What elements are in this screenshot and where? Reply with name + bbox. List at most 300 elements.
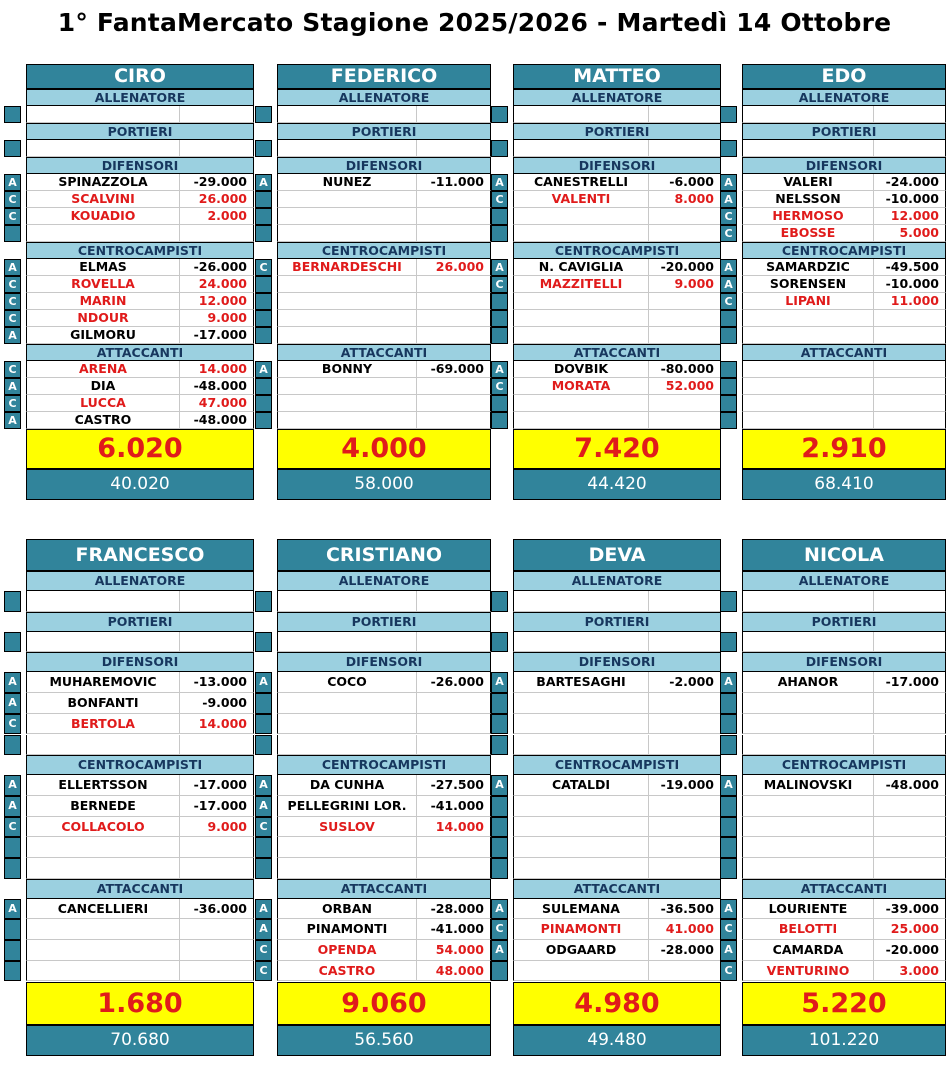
section-header-attaccanti: ATTACCANTI (277, 344, 491, 361)
player-value: -6.000 (649, 174, 721, 191)
player-name: BARTESAGHI (513, 672, 649, 693)
player-value (649, 714, 721, 735)
team-name: MATTEO (513, 64, 721, 89)
player-value: -48.000 (874, 775, 946, 796)
role-tag: C (491, 919, 508, 940)
role-tag (491, 632, 508, 653)
role-tag (720, 632, 737, 653)
player-name (742, 361, 874, 378)
player-value: -10.000 (874, 191, 946, 208)
role-tag (720, 395, 737, 412)
section-header-difensori: DIFENSORI (26, 652, 254, 672)
section-header-difensori: DIFENSORI (26, 157, 254, 174)
section-header-allenatore: ALLENATORE (513, 89, 721, 106)
player-value: -36.500 (649, 899, 721, 920)
player-name: KOUADIO (26, 208, 180, 225)
player-value (649, 796, 721, 817)
role-tag (491, 714, 508, 735)
team-total: 58.000 (277, 469, 491, 500)
player-value: 14.000 (180, 714, 254, 735)
player-name (742, 817, 874, 838)
role-tag (255, 191, 272, 208)
player-name (26, 837, 180, 858)
team-total: 56.560 (277, 1025, 491, 1056)
player-value (649, 735, 721, 756)
section-header-difensori: DIFENSORI (742, 157, 946, 174)
role-tag: C (255, 817, 272, 838)
role-tag (255, 714, 272, 735)
player-name (513, 293, 649, 310)
player-name: MUHAREMOVIC (26, 672, 180, 693)
role-tag (491, 327, 508, 344)
role-tag (720, 837, 737, 858)
player-value (417, 276, 491, 293)
player-name (513, 327, 649, 344)
player-name (513, 591, 649, 612)
player-name (513, 395, 649, 412)
player-name: HERMOSO (742, 208, 874, 225)
section-header-portieri: PORTIERI (742, 123, 946, 140)
player-name (277, 735, 417, 756)
player-name (742, 327, 874, 344)
role-tag (255, 225, 272, 242)
role-tag: A (491, 672, 508, 693)
role-tag: A (491, 775, 508, 796)
player-value (417, 310, 491, 327)
role-tag: C (491, 276, 508, 293)
player-name (26, 591, 180, 612)
player-value (417, 191, 491, 208)
team-name: FRANCESCO (26, 539, 254, 571)
player-value: -29.000 (180, 174, 254, 191)
section-header-portieri: PORTIERI (277, 123, 491, 140)
player-value: -26.000 (180, 259, 254, 276)
player-name (277, 106, 417, 123)
player-value: -17.000 (180, 327, 254, 344)
team-score: 2.910 (742, 429, 946, 469)
role-tag (255, 378, 272, 395)
section-header-allenatore: ALLENATORE (26, 89, 254, 106)
role-tag: C (4, 208, 21, 225)
role-tag: A (720, 276, 737, 293)
role-tag (491, 412, 508, 429)
player-name (513, 735, 649, 756)
player-name (26, 858, 180, 879)
player-value (649, 310, 721, 327)
player-value: -39.000 (874, 899, 946, 920)
team-score: 4.980 (513, 982, 721, 1025)
player-name (26, 140, 180, 157)
player-value (417, 208, 491, 225)
role-tag: C (4, 276, 21, 293)
player-value: -80.000 (649, 361, 721, 378)
role-tag: A (4, 796, 21, 817)
player-name: ODGAARD (513, 940, 649, 961)
player-name: BELOTTI (742, 919, 874, 940)
player-value: 25.000 (874, 919, 946, 940)
section-header-centrocampisti: CENTROCAMPISTI (277, 242, 491, 259)
team-name: NICOLA (742, 539, 946, 571)
player-value: -49.500 (874, 259, 946, 276)
player-value (180, 919, 254, 940)
role-tag: A (255, 899, 272, 920)
role-tag: A (4, 775, 21, 796)
player-value (874, 796, 946, 817)
section-header-portieri: PORTIERI (513, 612, 721, 632)
role-tag: A (255, 361, 272, 378)
player-name (277, 693, 417, 714)
team-total: 40.020 (26, 469, 254, 500)
player-name: LOURIENTE (742, 899, 874, 920)
role-tag: C (720, 293, 737, 310)
player-value: -26.000 (417, 672, 491, 693)
player-name: AHANOR (742, 672, 874, 693)
role-tag (491, 837, 508, 858)
player-value (649, 817, 721, 838)
role-tag (4, 919, 21, 940)
player-value (417, 106, 491, 123)
player-name (513, 693, 649, 714)
player-name: NDOUR (26, 310, 180, 327)
role-tag (255, 293, 272, 310)
role-tag: C (4, 817, 21, 838)
player-value (649, 591, 721, 612)
role-tag (255, 276, 272, 293)
player-name: VENTURINO (742, 961, 874, 982)
player-name: EBOSSE (742, 225, 874, 242)
role-tag (720, 327, 737, 344)
player-name (513, 714, 649, 735)
player-name (742, 378, 874, 395)
player-value (417, 378, 491, 395)
player-name: ARENA (26, 361, 180, 378)
player-name (277, 208, 417, 225)
role-tag: C (4, 293, 21, 310)
player-name (277, 293, 417, 310)
player-name: MARIN (26, 293, 180, 310)
player-value (649, 106, 721, 123)
role-tag: C (491, 378, 508, 395)
player-name: SCALVINI (26, 191, 180, 208)
player-value (649, 858, 721, 879)
player-value (180, 632, 254, 653)
player-value: -36.000 (180, 899, 254, 920)
role-tag: A (4, 259, 21, 276)
player-name: GILMORU (26, 327, 180, 344)
player-name (26, 940, 180, 961)
player-name (277, 412, 417, 429)
player-name (742, 735, 874, 756)
player-value: -20.000 (649, 259, 721, 276)
section-header-centrocampisti: CENTROCAMPISTI (26, 242, 254, 259)
player-value (180, 735, 254, 756)
role-tag: A (4, 378, 21, 395)
role-tag (491, 961, 508, 982)
role-tag: A (720, 775, 737, 796)
section-header-attaccanti: ATTACCANTI (26, 879, 254, 899)
role-tag (4, 858, 21, 879)
player-name (277, 714, 417, 735)
player-name (742, 858, 874, 879)
player-value (180, 106, 254, 123)
role-tag (720, 310, 737, 327)
player-value (180, 225, 254, 242)
player-name: ROVELLA (26, 276, 180, 293)
team-total: 70.680 (26, 1025, 254, 1056)
role-tag (491, 310, 508, 327)
role-tag (491, 796, 508, 817)
section-header-centrocampisti: CENTROCAMPISTI (513, 242, 721, 259)
section-header-allenatore: ALLENATORE (26, 571, 254, 591)
player-name (513, 310, 649, 327)
player-name: LUCCA (26, 395, 180, 412)
player-name: N. CAVIGLIA (513, 259, 649, 276)
player-name: PELLEGRINI LOR. (277, 796, 417, 817)
role-tag (255, 858, 272, 879)
player-name (277, 225, 417, 242)
player-name: MAZZITELLI (513, 276, 649, 293)
role-tag (720, 378, 737, 395)
player-name: MORATA (513, 378, 649, 395)
player-value: 48.000 (417, 961, 491, 982)
player-value (417, 395, 491, 412)
player-value: 54.000 (417, 940, 491, 961)
role-tag: A (255, 174, 272, 191)
player-value (180, 961, 254, 982)
role-tag: A (4, 672, 21, 693)
player-name: MALINOVSKI (742, 775, 874, 796)
player-name (26, 961, 180, 982)
player-value: -17.000 (180, 796, 254, 817)
player-value (649, 225, 721, 242)
player-name (742, 837, 874, 858)
player-value (874, 693, 946, 714)
role-tag: A (720, 191, 737, 208)
player-value (649, 395, 721, 412)
player-value (180, 591, 254, 612)
player-value (180, 858, 254, 879)
role-tag (4, 940, 21, 961)
role-tag: C (255, 940, 272, 961)
player-value: 47.000 (180, 395, 254, 412)
player-value: -11.000 (417, 174, 491, 191)
role-tag: A (720, 940, 737, 961)
role-tag: A (255, 796, 272, 817)
player-value: 9.000 (649, 276, 721, 293)
player-value: 52.000 (649, 378, 721, 395)
player-value (417, 591, 491, 612)
player-value (649, 632, 721, 653)
player-value (874, 327, 946, 344)
player-name: SAMARDZIC (742, 259, 874, 276)
role-tag: C (491, 191, 508, 208)
section-header-portieri: PORTIERI (513, 123, 721, 140)
role-tag: A (4, 693, 21, 714)
player-value (417, 693, 491, 714)
role-tag (491, 591, 508, 612)
role-tag: A (491, 174, 508, 191)
role-tag: A (720, 259, 737, 276)
team-name: CRISTIANO (277, 539, 491, 571)
player-name (742, 412, 874, 429)
player-value (874, 735, 946, 756)
role-tag (255, 208, 272, 225)
player-value: 8.000 (649, 191, 721, 208)
team-name: CIRO (26, 64, 254, 89)
player-value: 14.000 (417, 817, 491, 838)
player-name (513, 225, 649, 242)
player-value (417, 837, 491, 858)
player-name: SORENSEN (742, 276, 874, 293)
player-name: BERNEDE (26, 796, 180, 817)
team-score: 1.680 (26, 982, 254, 1025)
team-score: 5.220 (742, 982, 946, 1025)
player-value: -19.000 (649, 775, 721, 796)
role-tag: C (4, 395, 21, 412)
role-tag: A (4, 174, 21, 191)
role-tag: A (720, 899, 737, 920)
player-value: -13.000 (180, 672, 254, 693)
section-header-centrocampisti: CENTROCAMPISTI (513, 755, 721, 775)
role-tag (255, 327, 272, 344)
player-value (417, 735, 491, 756)
player-value: -41.000 (417, 919, 491, 940)
player-name (513, 837, 649, 858)
player-value (874, 412, 946, 429)
player-name: CANCELLIERI (26, 899, 180, 920)
player-value (874, 714, 946, 735)
player-value (417, 632, 491, 653)
player-name: VALERI (742, 174, 874, 191)
section-header-attaccanti: ATTACCANTI (742, 344, 946, 361)
player-value (874, 310, 946, 327)
player-value (649, 412, 721, 429)
role-tag (491, 735, 508, 756)
player-name: SUSLOV (277, 817, 417, 838)
player-name (26, 735, 180, 756)
player-value (874, 632, 946, 653)
player-value (417, 412, 491, 429)
player-value: -48.000 (180, 412, 254, 429)
player-name: OPENDA (277, 940, 417, 961)
player-value (649, 961, 721, 982)
player-name: CASTRO (277, 961, 417, 982)
player-name (742, 714, 874, 735)
player-name: PINAMONTI (513, 919, 649, 940)
player-name (742, 140, 874, 157)
role-tag (491, 225, 508, 242)
team-score: 6.020 (26, 429, 254, 469)
player-value: -27.500 (417, 775, 491, 796)
player-name (513, 817, 649, 838)
player-value (874, 361, 946, 378)
role-tag (255, 735, 272, 756)
player-value (180, 837, 254, 858)
role-tag (255, 412, 272, 429)
player-name (277, 276, 417, 293)
team-name: FEDERICO (277, 64, 491, 89)
player-name: COLLACOLO (26, 817, 180, 838)
player-value: 9.000 (180, 817, 254, 838)
role-tag (491, 817, 508, 838)
player-name: BONFANTI (26, 693, 180, 714)
player-value (417, 327, 491, 344)
player-name (277, 191, 417, 208)
section-header-attaccanti: ATTACCANTI (513, 344, 721, 361)
player-value (180, 140, 254, 157)
role-tag: C (720, 208, 737, 225)
role-tag (491, 395, 508, 412)
player-name (513, 961, 649, 982)
role-tag: A (255, 775, 272, 796)
player-value: -17.000 (874, 672, 946, 693)
player-value: 11.000 (874, 293, 946, 310)
player-name: BONNY (277, 361, 417, 378)
player-name (742, 693, 874, 714)
player-value: 3.000 (874, 961, 946, 982)
player-value: -10.000 (874, 276, 946, 293)
player-name: LIPANI (742, 293, 874, 310)
section-header-allenatore: ALLENATORE (277, 89, 491, 106)
role-tag (255, 140, 272, 157)
player-name (277, 378, 417, 395)
player-name (742, 796, 874, 817)
section-header-centrocampisti: CENTROCAMPISTI (742, 242, 946, 259)
section-header-portieri: PORTIERI (742, 612, 946, 632)
role-tag: A (491, 899, 508, 920)
player-value: -17.000 (180, 775, 254, 796)
player-name: VALENTI (513, 191, 649, 208)
role-tag (255, 693, 272, 714)
role-tag: A (255, 672, 272, 693)
section-header-difensori: DIFENSORI (513, 652, 721, 672)
player-value (649, 293, 721, 310)
role-tag: C (4, 191, 21, 208)
player-name (277, 140, 417, 157)
role-tag: A (491, 259, 508, 276)
player-name: DIA (26, 378, 180, 395)
player-name: DA CUNHA (277, 775, 417, 796)
player-value: -2.000 (649, 672, 721, 693)
role-tag: A (4, 412, 21, 429)
player-name (26, 632, 180, 653)
section-header-allenatore: ALLENATORE (513, 571, 721, 591)
player-value (417, 225, 491, 242)
player-name: CATALDI (513, 775, 649, 796)
team-score: 9.060 (277, 982, 491, 1025)
player-value: 41.000 (649, 919, 721, 940)
section-header-portieri: PORTIERI (26, 123, 254, 140)
team-total: 49.480 (513, 1025, 721, 1056)
player-name (513, 796, 649, 817)
role-tag: C (720, 225, 737, 242)
section-header-difensori: DIFENSORI (513, 157, 721, 174)
player-value: 12.000 (874, 208, 946, 225)
role-tag (4, 735, 21, 756)
player-name: NELSSON (742, 191, 874, 208)
role-tag (491, 858, 508, 879)
role-tag (720, 714, 737, 735)
role-tag: C (4, 714, 21, 735)
player-name: CANESTRELLI (513, 174, 649, 191)
player-value (874, 106, 946, 123)
player-value (649, 208, 721, 225)
role-tag (255, 837, 272, 858)
player-name (277, 591, 417, 612)
player-value: 2.000 (180, 208, 254, 225)
player-name (277, 837, 417, 858)
role-tag (491, 693, 508, 714)
